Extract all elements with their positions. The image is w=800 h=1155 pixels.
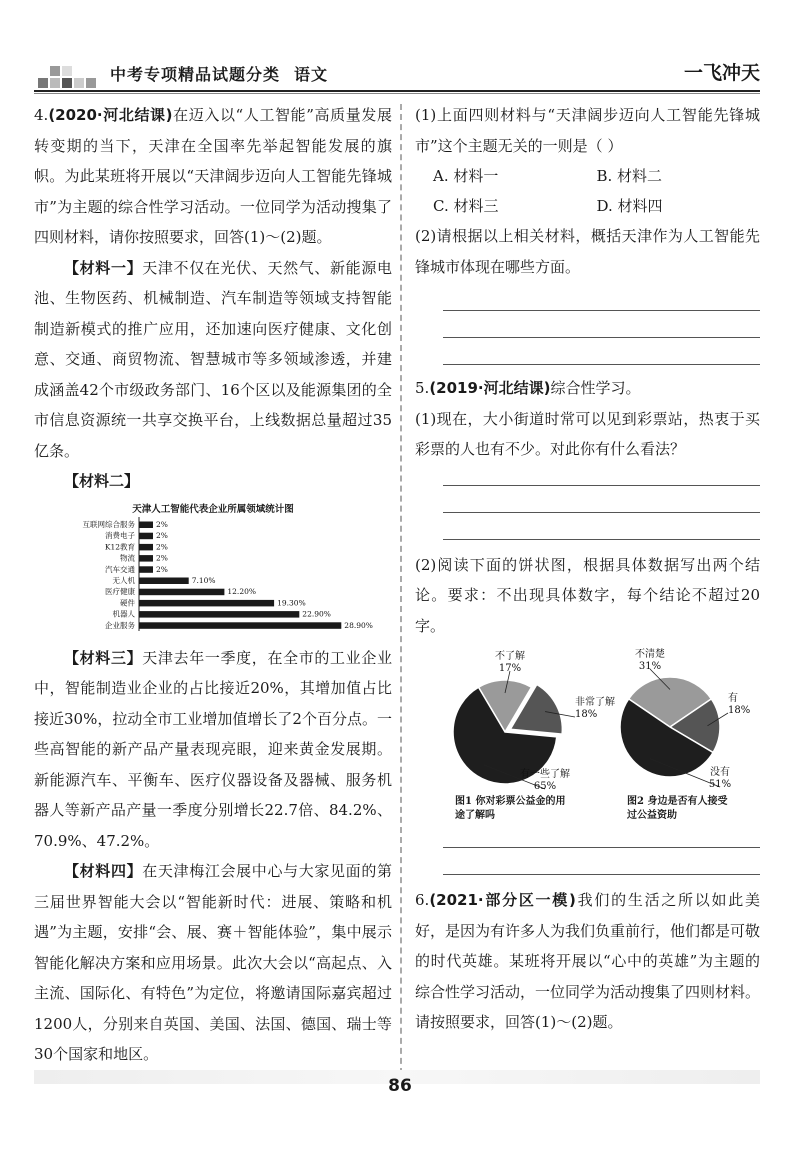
pie-1-caption: 图1 你对彩票公益金的用途了解吗 (455, 796, 566, 821)
q4-material-2 (34, 466, 392, 497)
pie-slice-label: 有 (728, 693, 738, 704)
pie-slice-value: 65% (533, 781, 557, 792)
page-number: 86 (388, 1076, 412, 1096)
bar-category-label: 硬件 (120, 597, 135, 607)
material-1-text: 天津不仅在光伏、天然气、新能源电池、生物医药、机械制造、汽车制造等领域支持智能制造新模式的推广应用，还加速向医疗健康、文化创意、交通、商贸物流、智慧城市等多领域渗透，并建成涵盖42个市级政务部门、16个区以及能源集团的全市信息资源统一共享交换平台，上线数据总量超过35亿条。 (34, 258, 392, 460)
material-4-label: 【材料四】 (64, 862, 143, 880)
option-b[interactable]: B. 材料二 (596, 167, 663, 185)
bar-category-label: 互联网综合服务 (82, 519, 135, 529)
q4-stem (34, 100, 392, 253)
q4-options-row-2 (415, 191, 760, 221)
material-1-label: 【材料一】 (64, 258, 143, 277)
bar-value-label: 2% (156, 541, 168, 551)
pie-slice-label: 没有 (710, 767, 730, 778)
pie-chart-1 (435, 647, 615, 797)
bar-value-label: 2% (156, 519, 168, 529)
pie-slice-label: 不清楚 (635, 649, 665, 660)
pie-slice-value: 31% (638, 661, 662, 672)
bar (139, 588, 224, 595)
header-brand: 一飞冲天 (683, 62, 760, 84)
bar (139, 622, 341, 629)
option-a[interactable]: A. 材料一 (433, 167, 499, 185)
left-column (34, 100, 392, 1070)
bar-category-label: 消费电子 (105, 530, 135, 540)
bar-category-label: 汽车交通 (105, 564, 135, 574)
bar-value-label: 2% (156, 564, 168, 574)
q4-options-row-1 (415, 161, 760, 191)
bar-value-label: 22.90% (302, 609, 331, 619)
pie-2-caption: 图2 身边是否有人接受过公益资助 (627, 796, 728, 821)
material-2-label: 【材料二】 (64, 472, 140, 490)
header-subject: 语文 (294, 65, 329, 84)
pie-charts (415, 647, 760, 829)
q6-source: (2021·部分区一模) (429, 891, 576, 909)
header-squares-decoration (34, 58, 104, 92)
bar-category-label: 医疗健康 (105, 586, 135, 596)
bar (139, 577, 189, 584)
pie-chart-2 (610, 647, 760, 797)
bar-category-label: K12教育 (104, 541, 135, 551)
q5-sub1: (1)现在，大小街道时常可以见到彩票站，热衷于买彩票的人也有不少。对此你有什么看法？ (415, 409, 760, 458)
bar-value-label: 7.10% (191, 575, 216, 585)
q6-number: 6. (415, 891, 430, 909)
header-book-title: 中考专项精品试题分类 (110, 65, 281, 84)
header-rule-thin (34, 93, 760, 94)
q5-sub2: (2)阅读下面的饼状图，根据具体数据写出两个结论。要求：不出现具体数字，每个结论不超过20字。 (415, 555, 760, 635)
q4-source: (2020·河北结课) (48, 106, 173, 124)
bar-value-label: 12.20% (227, 586, 257, 596)
bar (139, 599, 274, 606)
pie-slice-value: 18% (575, 709, 598, 720)
q5-number: 5. (415, 379, 430, 397)
pie-slice-label: 不了解 (495, 651, 525, 662)
material-4-text: 在天津梅江会展中心与大家见面的第三届世界智能大会以“智能新时代：进展、策略和机遇”为主题，安排“会、展、赛＋智能体验”，集中展示智能化解决方案和应用场景。此次大会以“高起点、入主流、国际化、有特色”为定位，将邀请国际嘉宾超过1200人，分别来自英国、美国、法国、德国、瑞士等30个国家和地区。 (34, 862, 392, 1063)
q4-number: 4. (34, 106, 49, 124)
bar-value-label: 2% (156, 530, 168, 540)
material-3-label: 【材料三】 (64, 648, 143, 667)
q6-stem (415, 885, 760, 1038)
q5-source: (2019·河北结课) (429, 379, 551, 397)
bar-value-label: 19.30% (277, 597, 306, 607)
q4-stem-text: 在迈入以“人工智能”高质量发展转变期的当下，天津在全国率先举起智能发展的旗帜。为此某班将开展以“天津阔步迈向人工智能先锋城市”为主题的综合性学习活动。一位同学为活动搜集了四则材料，请你按照要求，回答(1)～(2)题。 (34, 106, 392, 246)
pie-slice-value: 18% (728, 705, 751, 716)
q4-sub1: (1)上面四则材料与“天津阔步迈向人工智能先锋城市”这个主题无关的一则是（ ） (415, 106, 760, 155)
option-d[interactable]: D. 材料四 (596, 197, 663, 215)
pie-slice-label: 非常了解 (575, 697, 615, 708)
bar-category-label: 物流 (120, 553, 135, 563)
bar-category-label: 无人机 (112, 575, 135, 585)
column-divider (400, 104, 402, 1084)
bar-chart-title: 天津人工智能代表企业所属领域统计图 (132, 503, 294, 515)
bar (139, 566, 153, 573)
pie-slice-label: 有一些了解 (520, 769, 570, 780)
bar-chart (34, 501, 392, 641)
bar (139, 555, 153, 562)
bar-category-label: 企业服务 (105, 620, 135, 630)
bar (139, 611, 299, 618)
q5-stem (415, 373, 760, 404)
q6-stem-text: 我们的生活之所以如此美好，是因为有许多人为我们负重前行，他们都是可敬的时代英雄。某班将开展以“心中的英雄”为主题的综合性学习活动，一位同学为活动搜集了四则材料。请按照要求，回答(1)～(2)题。 (415, 891, 761, 1031)
q4-material-4 (34, 856, 392, 1070)
bar (139, 543, 153, 550)
bar (139, 521, 153, 528)
q4-sub2: (2)请根据以上相关材料，概括天津作为人工智能先锋城市体现在哪些方面。 (415, 227, 760, 276)
pie-slice-value: 17% (498, 663, 522, 674)
q4-material-1 (34, 253, 392, 467)
material-3-text: 天津去年一季度，在全市的工业企业中，智能制造业企业的占比接近20%，其增加值占比接近30%，拉动全市工业增加值增长了2个百分点。一些高智能的新产品产量表现亮眼，迎来黄金发展期。新能源汽车、平衡车、医疗仪器设备及器械、服务机器人等新产品产量一季度分别增长22.7倍、84.2%、70.9%、47.2%。 (34, 648, 392, 850)
header-rule (34, 90, 760, 92)
bar-value-label: 2% (156, 553, 168, 563)
right-column (415, 100, 760, 1038)
bar-value-label: 28.90% (344, 620, 373, 630)
option-c[interactable]: C. 材料三 (433, 197, 499, 215)
q5-stem-text: 综合性学习。 (550, 379, 641, 397)
q4-material-3 (34, 643, 392, 857)
pie-slice-value: 51% (708, 779, 732, 790)
bar-chart-svg (34, 515, 392, 637)
bar (139, 532, 153, 539)
bar-category-label: 机器人 (112, 609, 135, 619)
header-title (110, 62, 342, 85)
